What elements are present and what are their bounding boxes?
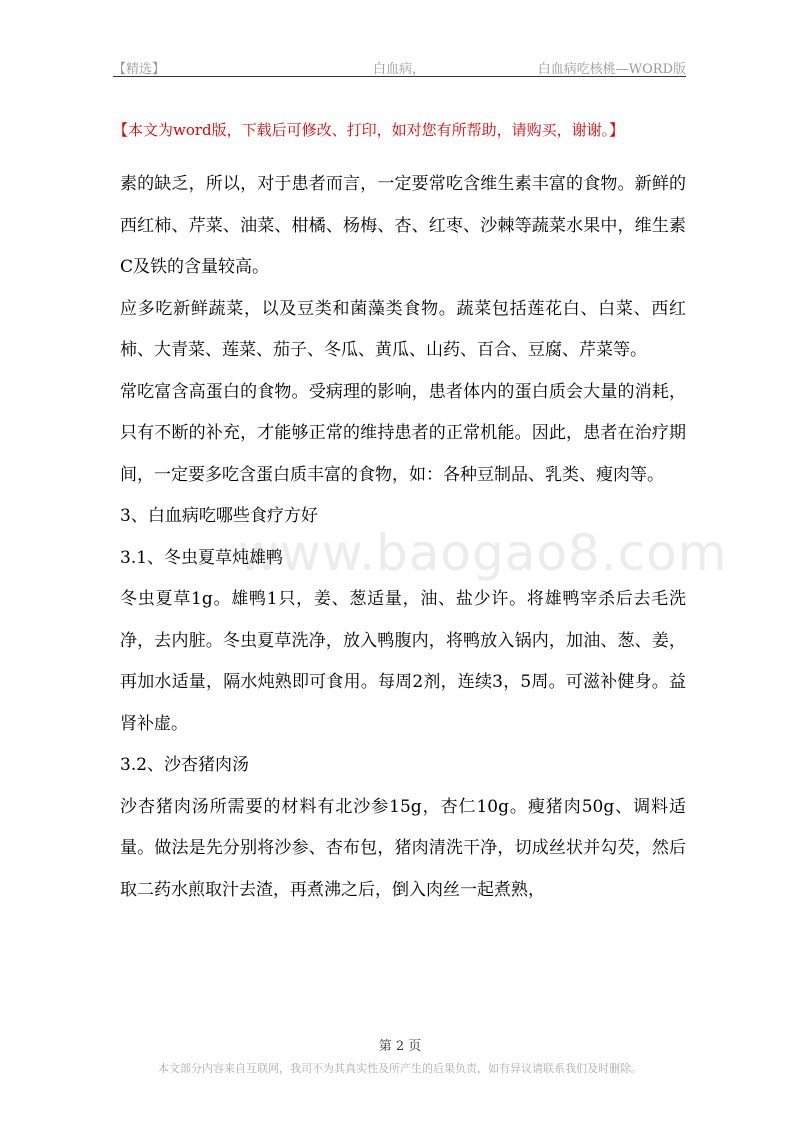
- section-heading: 3、白血病吃哪些食疗方好: [120, 506, 318, 526]
- header-right-text: 白血病吃核桃—WORD版: [537, 62, 686, 77]
- header-left-text: 【精选】: [113, 62, 166, 77]
- paragraph: 素的缺乏，所以，对于患者而言，一定要常吃含维生素丰富的食物。新鲜的西红柿、芹菜、油菜、柑橘、杨梅、杏、红枣、沙棘等蔬菜水果中，维生素C及铁的含量较高。: [120, 174, 686, 277]
- paragraph: 应多吃新鲜蔬菜，以及豆类和菌藻类食物。蔬菜包括莲花白、白菜、西红柿、大青菜、莲菜、茄子、冬瓜、黄瓜、山药、百合、豆腐、芹菜等。: [120, 298, 686, 360]
- page-header: [113, 56, 686, 77]
- paragraph: 冬虫夏草1g。雄鸭1只，姜、葱适量，油、盐少许。将雄鸭宰杀后去毛洗净，去内脏。冬虫夏草洗净，放入鸭腹内，将鸭放入锅内，加油、葱、姜，再加水适量，隔水炖熟即可食用。每周2剂，连续3，5周。可滋补健身。益肾补虚。: [120, 589, 686, 734]
- red-notice: 【本文为word版，下载后可修改、打印，如对您有所帮助，请购买，谢谢。】: [113, 121, 625, 139]
- watermark: www.baogao8.com: [238, 524, 728, 582]
- footer-disclaimer: 本文部分内容来自互联网，我司不为其真实性及所产生的后果负责，如有异议请联系我们及时删除。: [158, 1062, 642, 1075]
- subsection-heading: 3.2、沙杏猪肉汤: [120, 755, 250, 775]
- paragraph: 沙杏猪肉汤所需要的材料有北沙参15g，杏仁10g。瘦猪肉50g、调料适量。做法是先分别将沙参、杏布包，猪肉清洗干净，切成丝状并勾芡，然后取二药水煎取汁去渣，再煮沸之后，倒入肉丝一起煮熟，: [120, 796, 686, 900]
- paragraph: 常吃富含高蛋白的食物。受病理的影响，患者体内的蛋白质会大量的消耗，只有不断的补充，才能够正常的维持患者的正常机能。因此，患者在治疗期间，一定要多吃含蛋白质丰富的食物，如：各种豆制品、乳类、瘦肉等。: [120, 381, 686, 485]
- page-number: 第 2 页: [378, 1039, 422, 1054]
- subsection-heading: 3.1、冬虫夏草炖雄鸭: [120, 547, 284, 568]
- header-center-text: 白血病，: [373, 62, 426, 77]
- document-body: [120, 164, 686, 911]
